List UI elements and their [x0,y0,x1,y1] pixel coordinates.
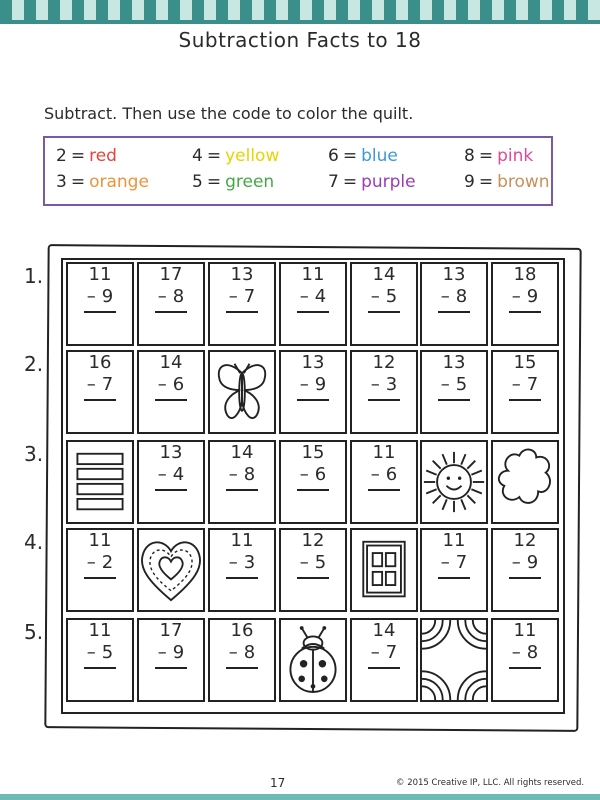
subtrahend-line [352,464,416,486]
copyright: © 2015 Creative IP, LLC. All rights reserved. [396,778,585,788]
subtraction-problem [279,262,347,346]
answer-line [368,311,400,313]
stripes-icon [68,442,132,522]
subtrahend-line [352,642,416,664]
subtrahend: 7 [385,642,398,663]
subtrahend-line [352,374,416,396]
subtrahend: 6 [172,374,185,395]
subtrahend: 8 [172,286,185,307]
answer-line [509,311,541,313]
minus-sign: – [86,286,96,307]
subtraction-problem [279,528,347,612]
subtraction-problem [420,262,488,346]
page-number: 17 [270,776,286,790]
answer-line [226,577,258,579]
minuend: 11 [88,264,112,285]
subtrahend-line [493,374,557,396]
minus-sign: – [299,286,309,307]
minuend: 16 [230,620,254,641]
code-color-name: red [89,146,117,166]
minuend: 11 [513,620,537,641]
subtrahend: 9 [314,374,327,395]
answer-line [438,399,470,401]
answer-line [509,577,541,579]
sun-picture-cell [420,440,488,524]
minuend: 17 [159,620,183,641]
subtraction-problem [66,262,134,346]
minuend: 13 [230,264,254,285]
subtraction-problem [279,440,347,524]
minuend: 13 [159,442,183,463]
code-entry-green [192,172,274,192]
code-number: 6 [328,146,339,166]
answer-line [155,489,187,491]
circles-picture-cell [420,618,488,702]
answer-line [438,577,470,579]
subtrahend-line [422,286,486,308]
answer-line [155,311,187,313]
cloud-picture-cell [491,440,559,524]
minuend: 15 [301,442,325,463]
answer-line [84,399,116,401]
minus-sign: – [299,374,309,395]
subtraction-problem [491,262,559,346]
answer-line [509,399,541,401]
minus-sign: – [511,552,521,573]
answer-line [84,311,116,313]
code-color-name: blue [361,146,398,166]
answer-line [297,399,329,401]
code-entry-brown [464,172,550,192]
subtrahend-line [139,286,203,308]
code-number: 3 [56,172,67,192]
subtraction-problem [350,618,418,702]
instructions: Subtract. Then use the code to color the quilt. [44,104,414,123]
subtraction-problem [420,350,488,434]
minuend: 16 [88,352,112,373]
code-equals: = [206,146,222,166]
code-entry-orange [56,172,149,192]
subtrahend: 7 [455,552,468,573]
minus-sign: – [157,642,167,663]
subtraction-problem [491,528,559,612]
minus-sign: – [157,286,167,307]
minuend: 13 [301,352,325,373]
subtrahend-line [68,286,132,308]
subtrahend: 4 [172,464,185,485]
subtraction-problem [137,440,205,524]
subtrahend-line [68,374,132,396]
minuend: 14 [372,264,396,285]
minus-sign: – [370,374,380,395]
minus-sign: – [370,286,380,307]
minuend: 11 [372,442,396,463]
subtrahend: 8 [243,642,256,663]
butterfly-picture-cell [208,350,276,434]
minus-sign: – [299,552,309,573]
minuend: 11 [230,530,254,551]
subtrahend: 5 [455,374,468,395]
code-entry-red [56,146,117,166]
decorative-bottom-border [0,794,600,800]
code-equals: = [342,146,358,166]
code-number: 8 [464,146,475,166]
subtraction-problem [137,262,205,346]
code-color-name: green [225,172,275,192]
subtrahend: 7 [243,286,256,307]
minus-sign: – [370,642,380,663]
subtrahend: 9 [101,286,114,307]
subtrahend: 3 [385,374,398,395]
minuend: 11 [88,620,112,641]
code-equals: = [70,146,86,166]
answer-line [297,577,329,579]
subtraction-problem [137,350,205,434]
code-entry-yellow [192,146,279,166]
subtraction-problem [137,618,205,702]
subtrahend: 5 [385,286,398,307]
answer-line [368,667,400,669]
subtrahend-line [422,552,486,574]
subtrahend-line [210,642,274,664]
subtrahend: 9 [526,552,539,573]
minuend: 11 [88,530,112,551]
subtraction-problem [350,440,418,524]
code-number: 7 [328,172,339,192]
subtrahend-line [281,286,345,308]
ladybug-icon [281,620,345,700]
subtrahend-line [210,286,274,308]
subtrahend-line [139,374,203,396]
answer-line [368,399,400,401]
minus-sign: – [157,374,167,395]
subtrahend: 2 [101,552,114,573]
answer-line [226,311,258,313]
subtrahend: 9 [172,642,185,663]
subtraction-problem [420,528,488,612]
minuend: 12 [372,352,396,373]
circles-icon [422,620,486,700]
code-color-name: pink [497,146,534,166]
code-number: 5 [192,172,203,192]
answer-line [509,667,541,669]
subtrahend-line [493,286,557,308]
minus-sign: – [228,464,238,485]
code-entry-blue [328,146,398,166]
code-equals: = [478,146,494,166]
subtrahend: 3 [243,552,256,573]
minus-sign: – [511,642,521,663]
subtrahend-line [352,286,416,308]
answer-line [297,311,329,313]
row-label: 4. [24,530,44,554]
subtraction-problem [279,350,347,434]
subtraction-problem [208,262,276,346]
code-color-name: brown [497,172,550,192]
row-label: 1. [24,264,44,288]
subtrahend: 8 [455,286,468,307]
subtrahend-line [422,374,486,396]
minus-sign: – [86,552,96,573]
minuend: 17 [159,264,183,285]
answer-line [297,489,329,491]
subtrahend: 8 [243,464,256,485]
code-entry-pink [464,146,533,166]
minuend: 13 [442,352,466,373]
code-equals: = [478,172,494,192]
code-entry-purple [328,172,416,192]
subtrahend-line [139,642,203,664]
subtrahend: 7 [101,374,114,395]
subtrahend-line [210,464,274,486]
window-icon [352,530,416,610]
minuend: 14 [372,620,396,641]
subtraction-problem [208,528,276,612]
sun-icon [422,442,486,522]
minus-sign: – [440,286,450,307]
code-number: 2 [56,146,67,166]
answer-line [84,667,116,669]
answer-line [226,667,258,669]
code-number: 9 [464,172,475,192]
subtrahend: 5 [314,552,327,573]
subtraction-problem [208,440,276,524]
minus-sign: – [228,552,238,573]
minus-sign: – [157,464,167,485]
stripes-picture-cell [66,440,134,524]
minus-sign: – [86,642,96,663]
subtrahend: 6 [385,464,398,485]
heart-picture-cell [137,528,205,612]
subtraction-problem [66,618,134,702]
answer-line [226,489,258,491]
minus-sign: – [299,464,309,485]
code-color-name: orange [89,172,149,192]
subtrahend-line [281,374,345,396]
code-equals: = [342,172,358,192]
subtrahend: 8 [526,642,539,663]
subtrahend-line [68,552,132,574]
minuend: 12 [513,530,537,551]
minuend: 11 [442,530,466,551]
minus-sign: – [440,552,450,573]
minuend: 13 [442,264,466,285]
answer-line [155,399,187,401]
subtraction-problem [350,262,418,346]
answer-line [438,311,470,313]
answer-line [84,577,116,579]
subtraction-problem [66,350,134,434]
code-color-name: purple [361,172,416,192]
subtrahend-line [68,642,132,664]
answer-line [368,489,400,491]
minuend: 18 [513,264,537,285]
minus-sign: – [370,464,380,485]
code-color-name: yellow [225,146,280,166]
minus-sign: – [228,642,238,663]
subtrahend: 7 [526,374,539,395]
subtrahend-line [281,464,345,486]
row-label: 5. [24,620,44,644]
subtrahend: 6 [314,464,327,485]
decorative-top-border-line [0,20,600,24]
minus-sign: – [511,286,521,307]
window-picture-cell [350,528,418,612]
subtrahend-line [281,552,345,574]
minus-sign: – [86,374,96,395]
page-title: Subtraction Facts to 18 [178,28,422,52]
minuend: 15 [513,352,537,373]
subtrahend-line [493,642,557,664]
subtrahend-line [139,464,203,486]
subtraction-problem [491,618,559,702]
subtraction-problem [66,528,134,612]
code-equals: = [70,172,86,192]
code-equals: = [206,172,222,192]
minus-sign: – [440,374,450,395]
subtrahend: 4 [314,286,327,307]
subtrahend-line [210,552,274,574]
subtrahend: 9 [526,286,539,307]
minuend: 14 [159,352,183,373]
minus-sign: – [228,286,238,307]
code-number: 4 [192,146,203,166]
row-label: 3. [24,442,44,466]
decorative-top-border [0,0,600,20]
subtrahend-line [493,552,557,574]
heart-icon [139,530,203,610]
ladybug-picture-cell [279,618,347,702]
minus-sign: – [511,374,521,395]
minuend: 14 [230,442,254,463]
subtraction-problem [350,350,418,434]
butterfly-icon [210,352,274,432]
subtraction-problem [491,350,559,434]
answer-line [155,667,187,669]
cloud-icon [493,442,557,522]
row-label: 2. [24,352,44,376]
minuend: 12 [301,530,325,551]
subtrahend: 5 [101,642,114,663]
subtraction-problem [208,618,276,702]
minuend: 11 [301,264,325,285]
